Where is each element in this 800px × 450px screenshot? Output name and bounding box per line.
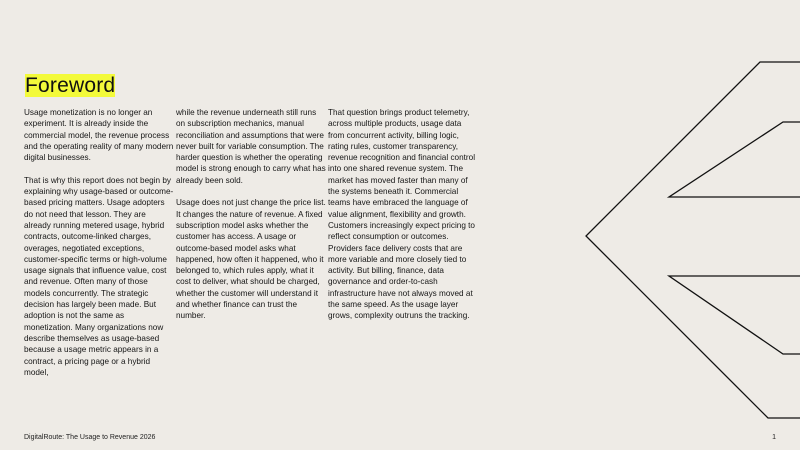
paragraph: That is why this report does not begin by explaining why usage-based or outcome-based pricing matters. Usage adopters do not need that lesson. They are already running metered usage, hybrid contracts, outcome-linked charges, overages, negotiated exceptions, customer-specific terms or high-volume usage signals that influence value, cost and revenue. Often many of those models concurrently. The strategic decision has largely been made. But adoption is not the same as monetization. Many organizations now describe themselves as usage-based because a usage metric appears in a contract, a pricing page or a hybrid model, [24, 175, 174, 377]
page-number: 1 [772, 434, 776, 441]
paragraph: Usage monetization is no longer an experiment. It is already inside the commercial model, the revenue process and the operating reality of many modern digital businesses. [24, 108, 174, 163]
footer-report-title: DigitalRoute: The Usage to Revenue 2026 [24, 434, 156, 441]
page-title-text: Foreword [25, 74, 116, 97]
paragraph: Usage does not just change the price list. It changes the nature of revenue. A fixed subscription model asks whether the customer has access. A usage or outcome-based model asks what happened, how often it happened, who it belonged to, which rules apply, what it cost to deliver, what should be charged, whether the customer will understand it and whether finance can trust the number. [176, 198, 326, 321]
paragraph: while the revenue underneath still runs on subscription mechanics, manual reconciliation and assumptions that were never built for variable consumption. The harder question is whether the operating model is strong enough to carry what has already been sold. [176, 108, 326, 185]
paragraph: That question brings product telemetry, across multiple products, usage data from concurrent activity, billing logic, rating rules, customer transparency, revenue recognition and financial control into one shared revenue system. The market has moved faster than many of the systems beneath it. Commercial teams have embraced the language of value alignment, flexibility and growth. Customers increasingly expect pricing to reflect consumption or outcomes. Providers face delivery costs that are more variable and more closely tied to activity. But billing, finance, data governance and order-to-cash infrastructure have not always moved at the same speed. As the usage layer grows, complexity outruns the tracking. [328, 108, 476, 321]
